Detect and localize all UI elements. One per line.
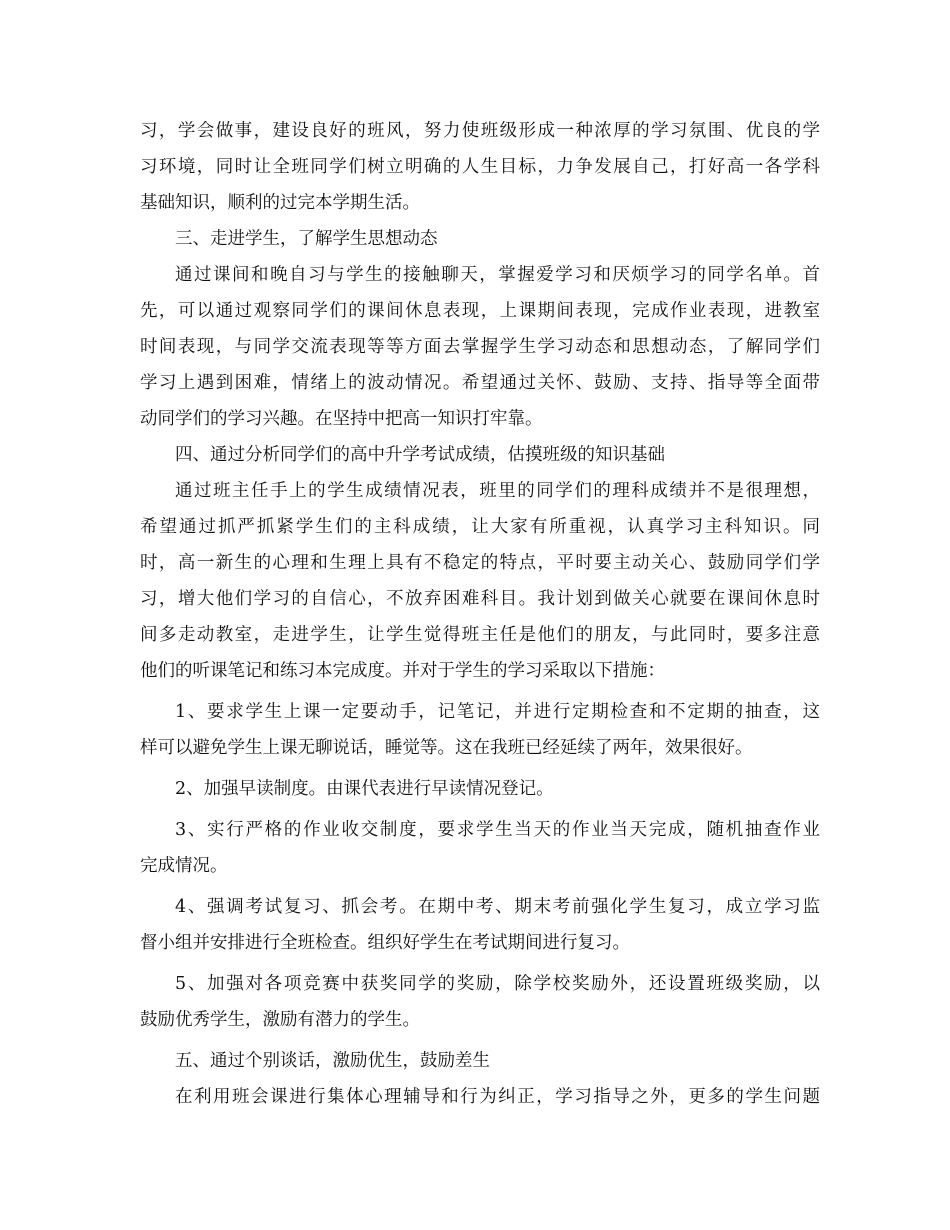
text-line: 通过课间和晚自习与学生的接触聊天，掌握爱学习和厌烦学习的同学名单。首 [175, 265, 820, 285]
text-line: 督小组并安排进行全班检查。组织好学生在考试期间进行复习。 [140, 933, 630, 953]
text-line: 习环境，同时让全班同学们树立明确的人生目标，力争发展自己，打好高一各学科 [140, 157, 820, 177]
text-line: 希望通过抓严抓紧学生们的主科成绩，让大家有所重视，认真学习主科知识。同 [140, 517, 820, 537]
list-item: 5、加强对各项竞赛中获奖同学的奖励，除学校奖励外，还设置班级奖励，以 [175, 974, 820, 994]
text-line: 基础知识，顺利的过完本学期生活。 [140, 193, 420, 213]
list-item: 4、强调考试复习、抓会考。在期中考、期末考前强化学生复习，成立学习监 [175, 897, 820, 917]
text-line: 习，学会做事，建设良好的班风，努力使班级形成一种浓厚的学习氛围、优良的学 [140, 121, 820, 141]
text-line: 完成情况。 [140, 856, 228, 876]
text-line: 鼓励优秀学生，激励有潜力的学生。 [140, 1010, 420, 1030]
text-line: 时间表现，与同学交流表现等等方面去掌握学生学习动态和思想动态，了解同学们 [140, 337, 820, 357]
text-line: 在利用班会课进行集体心理辅导和行为纠正，学习指导之外，更多的学生问题 [175, 1087, 820, 1107]
text-line: 样可以避免学生上课无聊说话，睡觉等。这在我班已经延续了两年，效果很好。 [140, 738, 753, 758]
list-item: 1、要求学生上课一定要动手，记笔记，并进行定期检查和不定期的抽查，这 [175, 702, 820, 722]
text-line: 先，可以通过观察同学们的课间休息表现，上课期间表现，完成作业表现，进教室 [140, 301, 820, 321]
list-item: 2、加强早读制度。由课代表进行早读情况登记。 [175, 779, 554, 799]
section-heading: 四、通过分析同学们的高中升学考试成绩，估摸班级的知识基础 [175, 445, 665, 465]
text-line: 动同学们的学习兴趣。在坚持中把高一知识打牢靠。 [140, 409, 543, 429]
text-line: 间多走动教室，走进学生，让学生觉得班主任是他们的朋友，与此同时，要多注意 [140, 625, 820, 645]
text-line: 学习上遇到困难，情绪上的波动情况。希望通过关怀、鼓励、支持、指导等全面带 [140, 373, 820, 393]
list-item: 3、实行严格的作业收交制度，要求学生当天的作业当天完成，随机抽查作业 [175, 820, 820, 840]
text-line: 通过班主任手上的学生成绩情况表，班里的同学们的理科成绩并不是很理想， [175, 481, 820, 501]
text-line: 时，高一新生的心理和生理上具有不稳定的特点，平时要主动关心、鼓励同学们学 [140, 553, 820, 573]
text-line: 习，增大他们学习的自信心，不放弃困难科目。我计划到做关心就要在课间休息时 [140, 589, 820, 609]
text-line: 他们的听课笔记和练习本完成度。并对于学生的学习采取以下措施： [140, 661, 665, 681]
section-heading: 五、通过个别谈话，激励优生，鼓励差生 [175, 1051, 490, 1071]
section-heading: 三、走进学生，了解学生思想动态 [175, 229, 438, 249]
